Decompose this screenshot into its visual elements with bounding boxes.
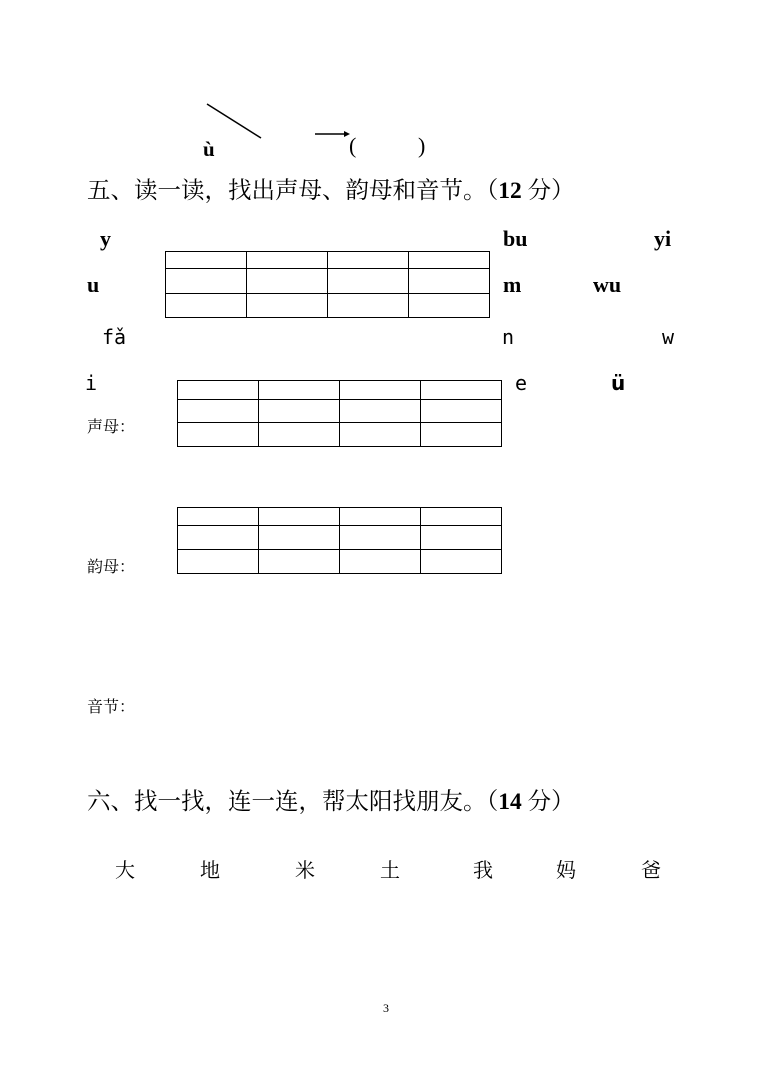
answer-cell: [259, 526, 340, 550]
section-6-points: 14: [498, 789, 522, 815]
answer-cell: [409, 269, 490, 294]
character-item: 我: [473, 860, 493, 882]
answer-cell: [421, 508, 502, 526]
answer-cell: [247, 294, 328, 318]
character-item: 米: [295, 860, 315, 882]
answer-cell: [166, 252, 247, 269]
pinyin-item-yi: yi: [654, 226, 672, 251]
pinyin-item-y: y: [100, 226, 111, 251]
answer-cell: [178, 550, 259, 574]
section-5-heading: [87, 180, 575, 204]
character-item: 土: [380, 860, 400, 882]
character-item: 地: [200, 860, 220, 882]
answer-cell: [409, 252, 490, 269]
section-5-points: 12: [498, 178, 522, 204]
answer-cell: [421, 526, 502, 550]
page-number: 3: [383, 1001, 389, 1015]
pinyin-item-e: e: [515, 371, 528, 395]
answer-cell: [421, 400, 502, 423]
initials-answer-grid: [177, 380, 502, 447]
answer-cell: [178, 400, 259, 423]
answer-cell: [328, 294, 409, 318]
answer-cell: [340, 508, 421, 526]
pinyin-item-bu: bu: [503, 226, 528, 251]
syllables-label: 音节：: [87, 699, 136, 716]
answer-cell: [340, 423, 421, 447]
pinyin-item-i: i: [85, 371, 98, 395]
answer-cell: [421, 550, 502, 574]
slanted-stroke-line: [207, 104, 261, 138]
answer-cell: [259, 508, 340, 526]
answer-cell: [166, 269, 247, 294]
answer-cell: [178, 423, 259, 447]
section-6-title: 六、找一找，连一连，帮太阳找朋友。: [87, 789, 487, 815]
answer-cell: [340, 381, 421, 400]
answer-paren-close: ): [418, 133, 426, 158]
pinyin-item-u-umlaut: ü: [611, 371, 626, 395]
character-item: 妈: [556, 860, 576, 882]
answer-cell: [259, 381, 340, 400]
answer-cell: [340, 400, 421, 423]
section-6-heading: [87, 791, 575, 815]
tone-letter: ù: [203, 137, 215, 161]
answer-paren-open: (: [349, 133, 357, 158]
answer-cell: [409, 294, 490, 318]
answer-cell: [259, 400, 340, 423]
tone-mark-diagram: [0, 0, 773, 170]
pinyin-item-w: w: [662, 325, 675, 349]
pinyin-item-u: u: [87, 272, 100, 297]
answer-cell: [421, 423, 502, 447]
answer-grid-top: [165, 251, 490, 318]
answer-cell: [247, 252, 328, 269]
answer-cell: [178, 381, 259, 400]
answer-cell: [328, 269, 409, 294]
section-5-title: 五、读一读，找出声母、韵母和音节。: [87, 178, 487, 204]
answer-cell: [178, 526, 259, 550]
section-5-points-open: （: [486, 178, 499, 204]
finals-answer-grid: [177, 507, 502, 574]
section-5-points-close: 分）: [521, 178, 575, 204]
section-6-points-close: 分）: [521, 789, 575, 815]
character-item: 大: [115, 860, 135, 882]
finals-label: 韵母：: [87, 559, 136, 576]
pinyin-item-fa: fǎ: [102, 325, 127, 349]
answer-cell: [178, 508, 259, 526]
section-6-points-open: （: [486, 789, 499, 815]
pinyin-item-n: n: [502, 325, 515, 349]
pinyin-item-wu: wu: [593, 272, 622, 297]
answer-cell: [340, 526, 421, 550]
pinyin-item-m: m: [503, 272, 522, 297]
answer-cell: [247, 269, 328, 294]
answer-cell: [421, 381, 502, 400]
character-item: 爸: [641, 860, 661, 882]
initials-label: 声母：: [87, 419, 136, 436]
answer-cell: [340, 550, 421, 574]
answer-cell: [166, 294, 247, 318]
answer-cell: [259, 550, 340, 574]
answer-cell: [259, 423, 340, 447]
answer-cell: [328, 252, 409, 269]
